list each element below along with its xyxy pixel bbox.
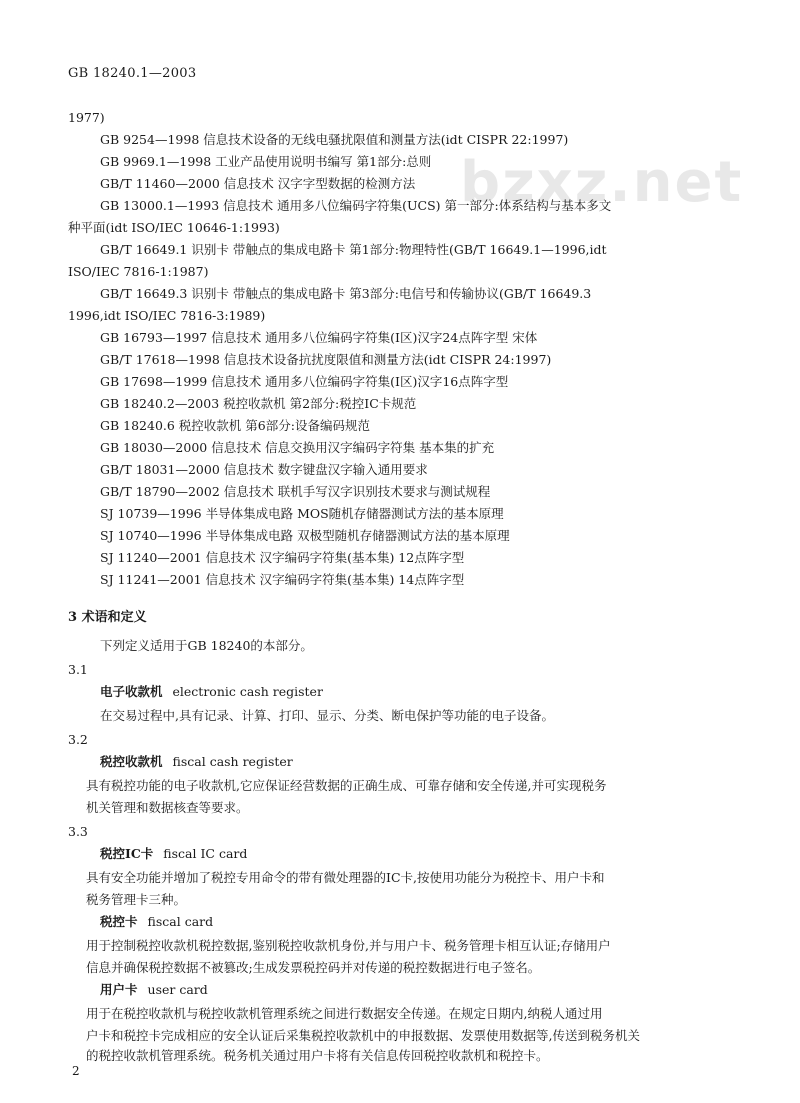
term-heading: [100, 684, 323, 700]
definition-line: 信息并确保税控数据不被篡改;生成发票税控码并对传递的税控数据进行电子签名。: [86, 960, 541, 975]
sub-term-heading: [100, 914, 213, 930]
standard-code-header: GB 18240.1—2003: [68, 66, 197, 81]
reference-line: 1996,idt ISO/IEC 7816-3:1989): [68, 308, 266, 323]
term-chinese: 税控IC卡: [100, 846, 154, 861]
definition-line: 具有税控功能的电子收款机,它应保证经营数据的正确生成、可靠存储和安全传递,并可实现税务: [86, 778, 607, 793]
definition-line: 用于控制税控收款机税控数据,鉴别税控收款机身份,并与用户卡、税务管理卡相互认证;存储用户: [86, 938, 611, 953]
reference-line: GB/T 16649.3 识别卡 带触点的集成电路卡 第3部分:电信号和传输协议(GB/T 16649.3: [100, 286, 592, 301]
reference-line: GB 9254—1998 信息技术设备的无线电骚扰限值和测量方法(idt CISPR 22:1997): [100, 132, 569, 147]
term-heading: [100, 754, 293, 770]
reference-line: GB 16793—1997 信息技术 通用多八位编码字符集(I区)汉字24点阵字型 宋体: [100, 330, 538, 345]
reference-line: GB/T 16649.1 识别卡 带触点的集成电路卡 第1部分:物理特性(GB/T 16649.1—1996,idt: [100, 242, 607, 257]
reference-line: SJ 11240—2001 信息技术 汉字编码字符集(基本集) 12点阵字型: [100, 550, 465, 565]
term-english: electronic cash register: [172, 684, 323, 699]
reference-line: SJ 10740—1996 半导体集成电路 双极型随机存储器测试方法的基本原理: [100, 528, 510, 543]
term-english: fiscal cash register: [172, 754, 293, 769]
clause-number: 3.1: [68, 662, 88, 677]
term-english: fiscal IC card: [163, 846, 248, 861]
section-title: 3 术语和定义: [68, 610, 147, 625]
reference-line: GB/T 18790—2002 信息技术 联机手写汉字识别技术要求与测试规程: [100, 484, 491, 499]
reference-continuation: 1977): [68, 110, 105, 125]
page-number: 2: [72, 1064, 80, 1078]
definition-line: 税务管理卡三种。: [86, 892, 187, 907]
clause-number: 3.3: [68, 824, 88, 839]
definition-line: 具有安全功能并增加了税控专用命令的带有微处理器的IC卡,按使用功能分为税控卡、用户卡和: [86, 870, 605, 885]
definition-line: 用于在税控收款机与税控收款机管理系统之间进行数据安全传递。在规定日期内,纳税人通过用: [86, 1006, 603, 1021]
term-chinese: 税控收款机: [100, 754, 163, 769]
term-chinese: 用户卡: [100, 982, 138, 997]
section-intro: 下列定义适用于GB 18240的本部分。: [100, 638, 313, 653]
clause-number: 3.2: [68, 732, 88, 747]
reference-line: SJ 11241—2001 信息技术 汉字编码字符集(基本集) 14点阵字型: [100, 572, 465, 587]
reference-line: 种平面(idt ISO/IEC 10646-1:1993): [68, 220, 280, 235]
reference-line: GB 13000.1—1993 信息技术 通用多八位编码字符集(UCS) 第一部分:体系结构与基本多文: [100, 198, 612, 213]
term-english: fiscal card: [147, 914, 214, 929]
definition-line: 户卡和税控卡完成相应的安全认证后采集税控收款机中的申报数据、发票使用数据等,传送到税务机关: [86, 1028, 640, 1043]
reference-line: SJ 10739—1996 半导体集成电路 MOS随机存储器测试方法的基本原理: [100, 506, 504, 521]
definition-line: 机关管理和数据核查等要求。: [86, 800, 249, 815]
watermark: bzxz.net: [460, 150, 744, 215]
term-heading: [100, 846, 247, 862]
reference-line: GB 18030—2000 信息技术 信息交换用汉字编码字符集 基本集的扩充: [100, 440, 495, 455]
term-english: user card: [147, 982, 208, 997]
reference-line: GB/T 11460—2000 信息技术 汉字字型数据的检测方法: [100, 176, 416, 191]
reference-line: GB/T 18031—2000 信息技术 数字键盘汉字输入通用要求: [100, 462, 428, 477]
reference-line: GB 18240.6 税控收款机 第6部分:设备编码规范: [100, 418, 370, 433]
sub-term-heading: [100, 982, 208, 998]
reference-line: ISO/IEC 7816-1:1987): [68, 264, 209, 279]
definition-line: 的税控收款机管理系统。税务机关通过用户卡将有关信息传回税控收款机和税控卡。: [86, 1048, 549, 1063]
reference-line: GB 9969.1—1998 工业产品使用说明书编写 第1部分:总则: [100, 154, 432, 169]
reference-line: GB/T 17618—1998 信息技术设备抗扰度限值和测量方法(idt CISPR 24:1997): [100, 352, 552, 367]
reference-line: GB 17698—1999 信息技术 通用多八位编码字符集(I区)汉字16点阵字型: [100, 374, 509, 389]
term-chinese: 税控卡: [100, 914, 138, 929]
term-chinese: 电子收款机: [100, 684, 163, 699]
definition-line: 在交易过程中,具有记录、计算、打印、显示、分类、断电保护等功能的电子设备。: [100, 708, 554, 723]
reference-line: GB 18240.2—2003 税控收款机 第2部分:税控IC卡规范: [100, 396, 417, 411]
